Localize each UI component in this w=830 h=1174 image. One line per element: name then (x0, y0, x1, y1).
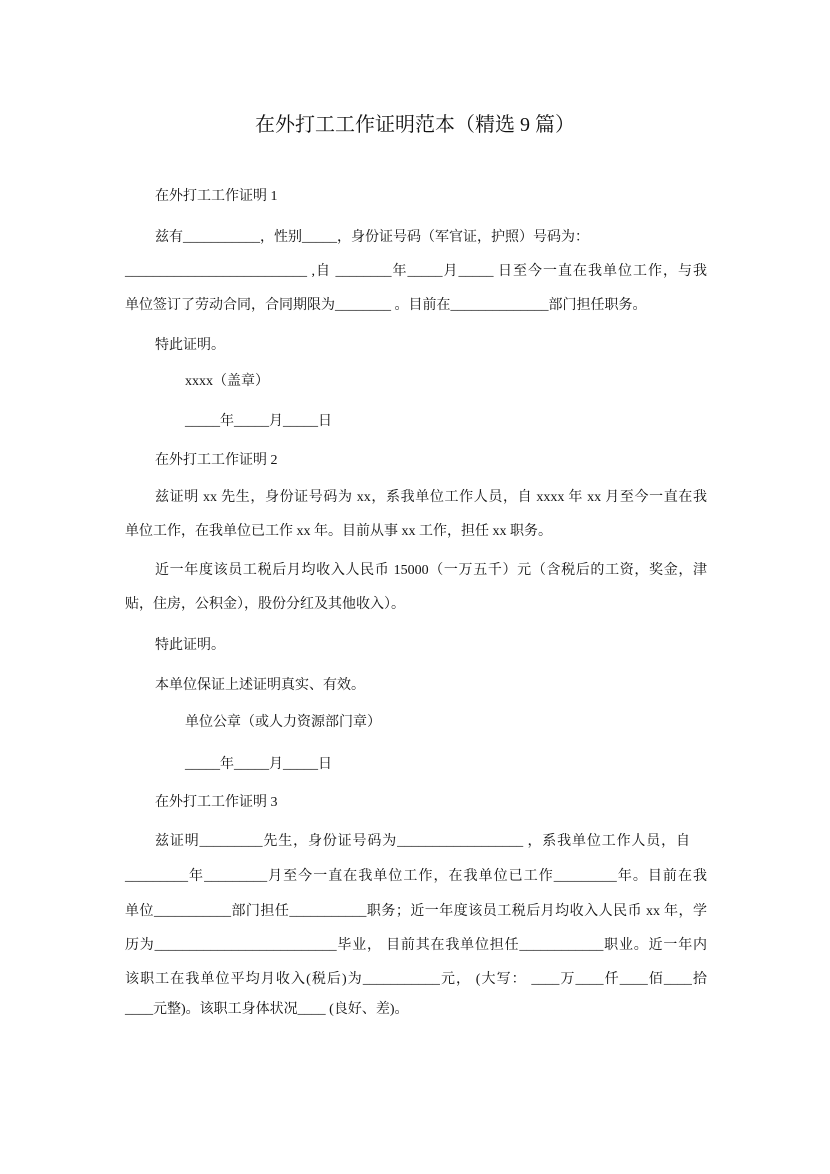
paragraph-line: _________年_________月至今一直在我单位工作，在我单位已工作_________年。目前在我 (125, 869, 707, 884)
paragraph-line: 贴，住房，公积金），股份分红及其他收入）。 (125, 597, 405, 612)
date-line: _____年_____月_____日 (185, 414, 332, 429)
paragraph-line: 近一年度该员工税后月均收入人民币 15000（一万五千）元（含税后的工资，奖金，津 (155, 563, 707, 578)
paragraph-line: 兹有___________，性别_____，身份证号码（军官证，护照）号码为： (155, 230, 589, 245)
paragraph-line: ____元整)。该职工身体状况____ (良好、差)。 (125, 1002, 409, 1017)
paragraph-line: 历为__________________________毕业， 目前其在我单位担任____________职业。近一年内 (125, 938, 707, 953)
paragraph-line: 特此证明。 (155, 338, 225, 353)
paragraph-line: 该职工在我单位平均月收入(税后)为___________元， (大写： ____万____仟____佰____拾 (125, 972, 707, 987)
paragraph-line: 单位工作，在我单位已工作 xx 年。目前从事 xx 工作，担任 xx 职务。 (125, 524, 552, 539)
paragraph-line: 单位签订了劳动合同，合同期限为________ 。目前在______________部门担任职务。 (125, 298, 647, 313)
seal-line: xxxx（盖章） (185, 374, 269, 389)
paragraph-line: __________________________ ,自 ________年_____月_____ 日至今一直在我单位工作，与我 (125, 264, 707, 279)
seal-line: 单位公章（或人力资源部门章） (185, 715, 381, 730)
section-heading: 在外打工工作证明 2 (155, 453, 278, 468)
date-line: _____年_____月_____日 (185, 757, 332, 772)
section-heading: 在外打工工作证明 3 (155, 795, 278, 810)
paragraph-line: 兹证明 xx 先生，身份证号码为 xx，系我单位工作人员，自 xxxx 年 xx 月至今一直在我 (155, 490, 707, 505)
section-heading: 在外打工工作证明 1 (155, 189, 278, 204)
paragraph-line: 单位___________部门担任___________职务；近一年度该员工税后月均收入人民币 xx 年，学 (125, 904, 707, 919)
paragraph-line: 特此证明。 (155, 638, 225, 653)
paragraph-line: 兹证明_________先生，身份证号码为__________________ ，系我单位工作人员，自 (155, 834, 690, 849)
paragraph-line: 本单位保证上述证明真实、有效。 (155, 678, 365, 693)
page-title: 在外打工工作证明范本（精选 9 篇） (255, 114, 575, 136)
